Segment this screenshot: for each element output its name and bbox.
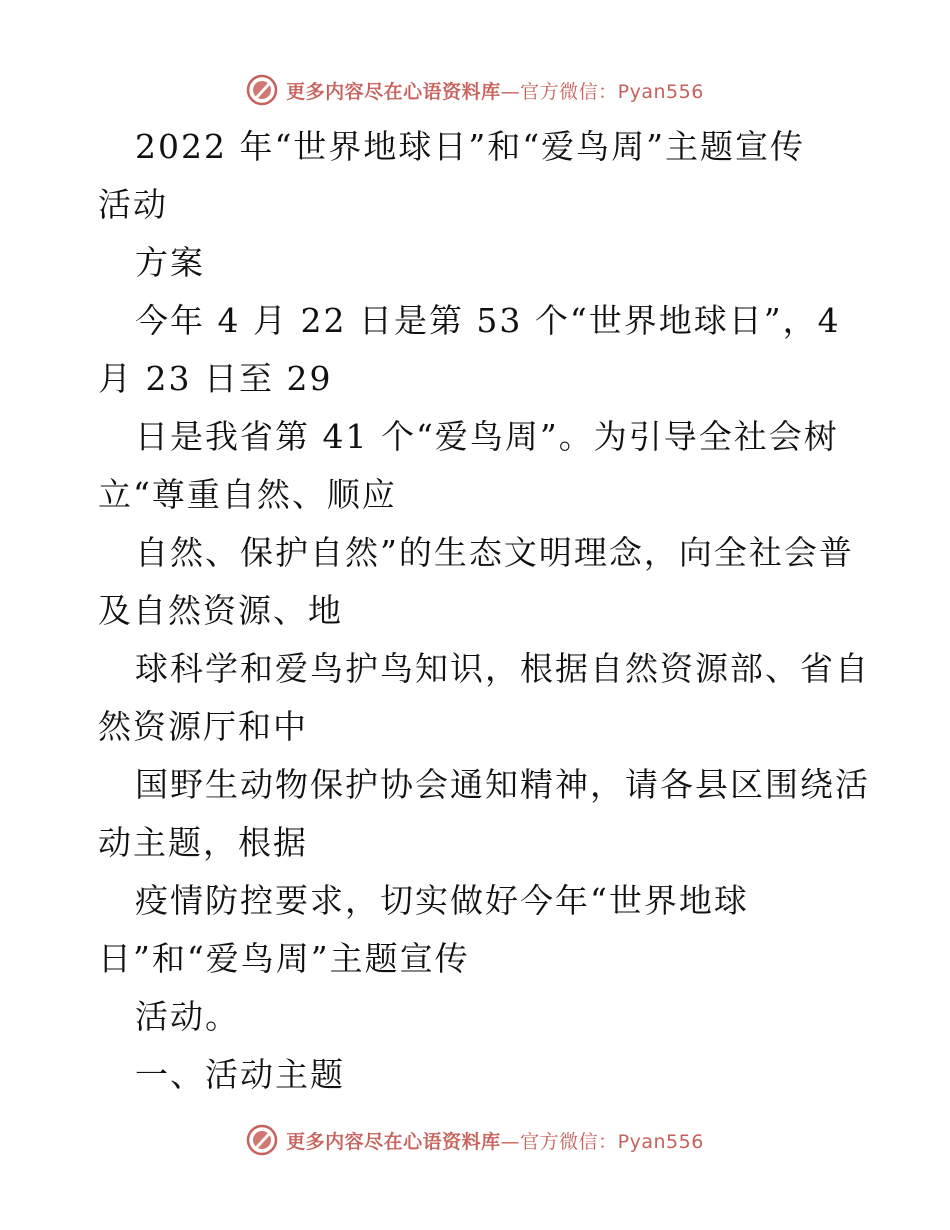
paragraph-line: 国野生动物保护协会通知精神，请各县区围绕活 — [135, 765, 870, 804]
paragraph-line: 及自然资源、地 — [98, 591, 343, 630]
watermark-account: 官方微信：Pyan556 — [520, 1130, 704, 1153]
watermark-footer — [0, 1120, 950, 1160]
paragraph-line: 然资源厅和中 — [98, 707, 308, 746]
paragraph-line: 立“尊重自然、顺应 — [98, 475, 397, 514]
watermark-dash: — — [500, 1130, 521, 1153]
paragraph-line: 月 23 日至 29 — [98, 359, 333, 398]
pen-logo-icon — [246, 74, 278, 106]
paragraph-line: 日”和“爱鸟周”主题宣传 — [98, 939, 470, 978]
section-heading: 一、活动主题 — [135, 1055, 345, 1094]
paragraph-line: 疫情防控要求，切实做好今年“世界地球 — [135, 881, 749, 920]
watermark-account: 官方微信：Pyan556 — [520, 80, 704, 103]
watermark-text: 更多内容尽在心语资料库 — [286, 1130, 501, 1153]
watermark-header — [0, 70, 950, 110]
paragraph-line: 自然、保护自然”的生态文明理念，向全社会普 — [135, 533, 854, 572]
title-line: 2022 年“世界地球日”和“爱鸟周”主题宣传 — [135, 127, 805, 166]
paragraph-line: 动主题，根据 — [98, 823, 308, 862]
pen-logo-icon — [246, 1124, 278, 1156]
paragraph-line: 球科学和爱鸟护鸟知识，根据自然资源部、省自 — [135, 649, 870, 688]
title-line: 活动 — [98, 185, 168, 224]
paragraph-line: 今年 4 月 22 日是第 53 个“世界地球日”，4 — [135, 301, 841, 340]
paragraph-line: 日是我省第 41 个“爱鸟周”。为引导全社会树 — [135, 417, 839, 456]
watermark-text: 更多内容尽在心语资料库 — [286, 80, 501, 103]
paragraph-line: 活动。 — [135, 997, 240, 1036]
document-body — [98, 118, 870, 1104]
subtitle-line: 方案 — [135, 243, 205, 282]
watermark-dash: — — [500, 80, 521, 103]
